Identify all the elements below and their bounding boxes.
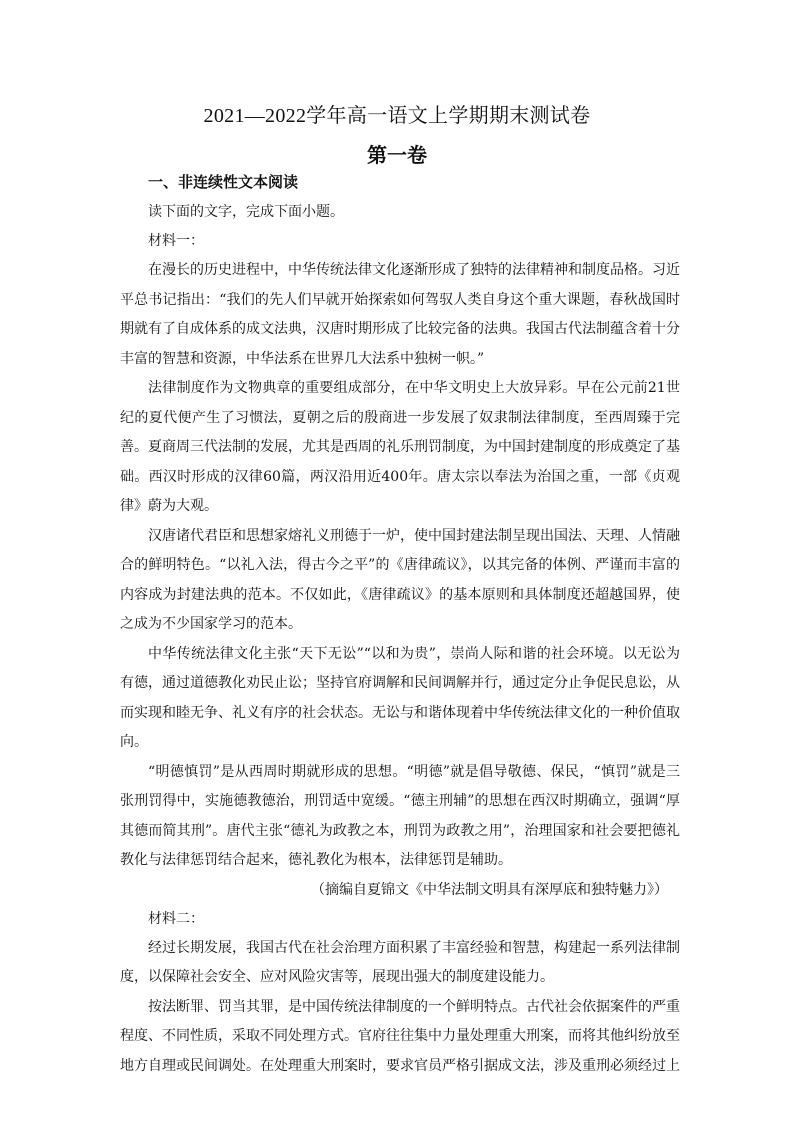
material-one-paragraph: 法律制度作为文物典章的重要组成部分，在中华文明史上大放异彩。早在公元前21世纪的夏代便产生了习惯法，夏朝之后的殷商进一步发展了奴隶制法律制度，至西周臻于完善。夏商周三代法制的发展，尤其是西周的礼乐刑罚制度，为中国封建制度的形成奠定了基础。西汉时形成的汉律60篇，两汉沿用近400年。唐太宗以奉法为治国之重，一部《贞观律》蔚为大观。 [120, 380, 680, 514]
material-two-paragraph: 按法断罪、罚当其罪，是中国传统法律制度的一个鲜明特点。古代社会依据案件的严重程度、不同性质，采取不同处理方式。官府往往集中力量处理重大刑案，而将其他纠纷放至地方自理或民间调处。在处理重大刑案时，要求官员严格引据成文法，涉及重刑必须经过上 [120, 998, 680, 1074]
section-heading: 一、非连续性文本阅读 [148, 174, 299, 191]
material-two-label: 材料二： [148, 910, 204, 927]
content-body [120, 168, 680, 1081]
material-one-source: （摘编自夏锦文《中华法制文明具有深厚底和独特魅力》） [311, 881, 668, 898]
exam-title: 2021—2022学年高一语文上学期期末测试卷 [203, 105, 591, 127]
material-one-paragraph: “明德慎罚”是从西周时期就形成的思想。“明德”就是倡导敬德、保民，“慎罚”就是三张刑罚得中，实施德教德治，刑罚适中宽缓。“德主刑辅”的思想在西汉时期确立，强调“厚其德而简其刑”。唐代主张“德礼为政教之本，刑罚为政教之用”，治理国家和社会要把德礼教化与法律惩罚结合起来，德礼教化为根本，法律惩罚是辅助。 [120, 763, 680, 868]
material-one-paragraph: 汉唐诸代君臣和思想家熔礼义刑德于一炉，使中国封建法制呈现出国法、天理、人情融合的鲜明特色。“以礼入法，得古今之平”的《唐律疏议》，以其完备的体例、严谨而丰富的内容成为封建法典的范本。不仅如此，《唐律疏议》的基本原则和具体制度还超越国界，使之成为不少国家学习的范本。 [120, 527, 680, 632]
material-two-paragraph: 经过长期发展，我国古代在社会治理方面积累了丰富经验和智慧，构建起一系列法律制度，以保障社会安全、应对风险灾害等，展现出强大的制度建设能力。 [120, 939, 680, 985]
material-one-paragraph: 中华传统法律文化主张“天下无讼”“以和为贵”，崇尚人际和谐的社会环境。以无讼为有德，通过道德教化劝民止讼；坚持官府调解和民间调解并行，通过定分止争促民息讼，从而实现和睦无争、礼义有序的社会状态。无讼与和谐体现着中华传统法律文化的一种价值取向。 [120, 645, 680, 750]
material-one-paragraph: 在漫长的历史进程中，中华传统法律文化逐渐形成了独特的法律精神和制度品格。习近平总书记指出：“我们的先人们早就开始探索如何驾驭人类自身这个重大课题，春秋战国时期就有了自成体系的成文法典，汉唐时期形成了比较完备的法典。我国古代法制蕴含着十分丰富的智慧和资源，中华法系在世界几大法系中独树一帜。” [120, 262, 680, 367]
volume-title: 第一卷 [367, 145, 427, 167]
reading-instruction: 读下面的文字，完成下面小题。 [148, 204, 344, 220]
material-one-label: 材料一： [148, 233, 204, 249]
